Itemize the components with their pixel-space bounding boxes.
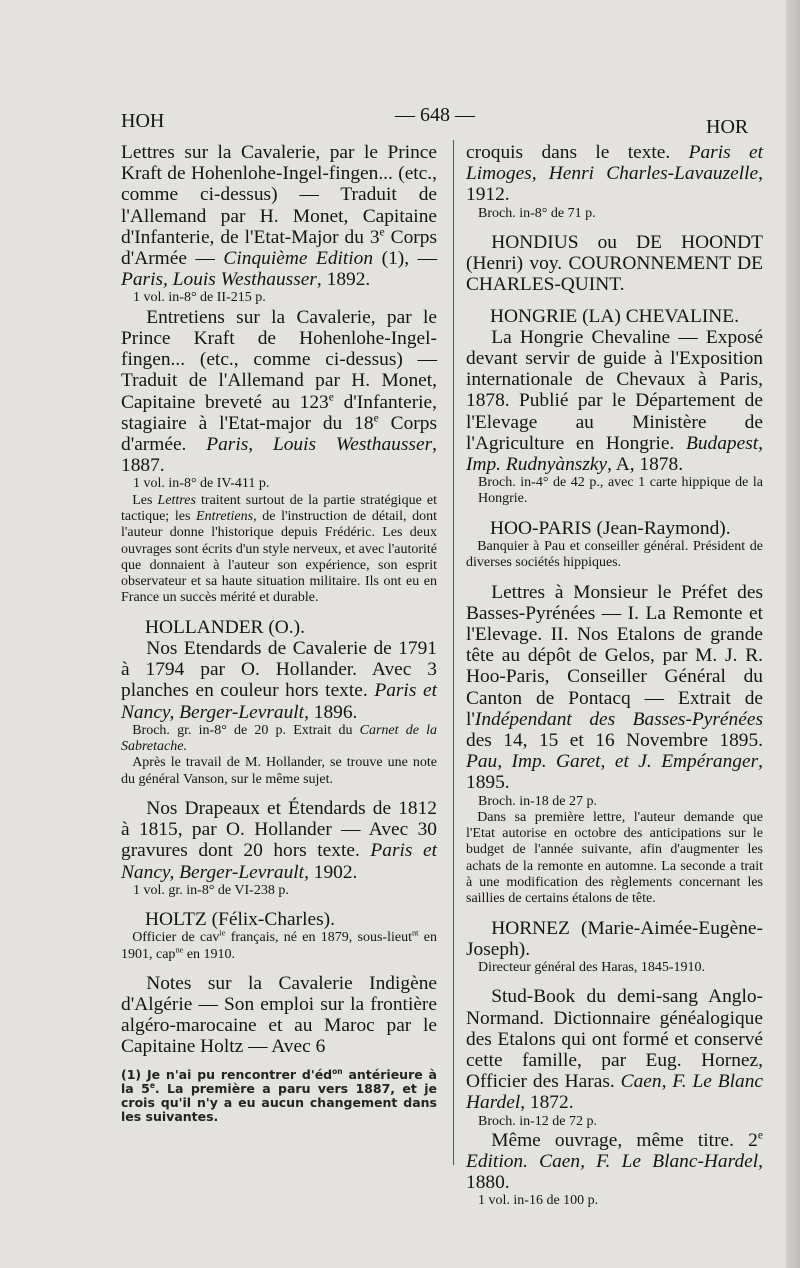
entry-paragraph: Même ouvrage, même titre. 2e Edition. Caen, F. Le Blanc-Hardel, 1880. [466,1128,763,1194]
entry-collation: Broch. in-8° de 71 p. [478,205,596,221]
entry-heading: HONGRIE (LA) CHEVALINE. [490,305,739,327]
column-divider [453,140,454,1165]
entry-paragraph: Lettres à Monsieur le Préfet des Basses-Pyrénées — I. La Remonte et l'Elevage. II. Nos Etalons de grande tête au dépôt de Gelos, par M. J. R. Hoo-Paris, Conseiller Général du Canton de Pontacq — Extrait de l'Indépendant des Basses-Pyrénées des 14, 15 et 16 Novembre 1895. Pau, Imp. Garet, et J. Empéranger, 1895. [466,581,763,794]
entry-heading: HOLTZ (Félix-Charles). [145,909,335,931]
spacer [466,222,763,232]
entry-paragraph: La Hongrie Chevaline — Exposé devant servir de guide à l'Exposition internationale de Chevaux à Paris, 1878. Publié par le Département de l'Elevage au Ministère de l'Agriculture en Hongrie. Budapest, Imp. Rudnyànszky, A, 1878. [466,326,763,475]
page-number: — 648 — [395,104,475,126]
entry-collation: 1 vol. in-8° de IV-411 p. [133,476,270,492]
entry-collation: Broch. in-18 de 27 p. [478,793,597,809]
spacer [121,963,437,973]
entry-collation: 1 vol. gr. in-8° de VI-238 p. [133,882,289,898]
spacer [466,572,763,582]
entry-paragraph: Notes sur la Cavalerie Indigène d'Algérie — Son emploi sur la frontière algéro-marocaine et au Maroc par le Capitaine Holtz — Avec 6 [121,972,437,1058]
entry-note: Officier de cav$^{ie}$ français, né en 1879, sous-lieut$^{nt}$ en 1901, cap$^{ne}$ en 1910. [121,928,437,962]
entry-heading: HOO-PARIS (Jean-Raymond). [490,517,731,539]
spacer [466,976,763,986]
spacer [121,788,437,798]
running-head-left: HOH [121,110,165,132]
right-column [466,142,763,1210]
entry-collation: 1 vol. in-8° de II-215 p. [133,290,266,306]
spacer [466,908,763,918]
entry-collation: Broch. in-12 de 72 p. [478,1113,597,1129]
spacer [121,607,437,617]
entry-heading: HOLLANDER (O.). [145,616,305,638]
entry-paragraph: Entretiens sur la Cavalerie, par le Prince Kraft de Hohenlohe-Ingel-fingen... (etc., comme ci-dessus) — Traduit de l'Allemand par H. Monet, Capitaine breveté au 123e d'Infanterie, stagiaire à l'Etat-major du 18e Corps d'armée. Paris, Louis Westhausser, 1887. [121,306,437,477]
entry-note: Banquier à Pau et conseiller général. Président de diverses sociétés hippiques. [466,538,763,571]
footnote: (1) Je n'ai pu rencontrer $d'éd^{on}$ antérieure à la 5e. La première a paru vers 1887, et je crois qu'il n'y a eu aucun changement dans les suivantes. [121,1066,437,1124]
entry-paragraph: croquis dans le texte. Paris et Limoges, Henri Charles-Lavauzelle, 1912. [466,142,763,206]
entry-collation: Broch. in-4° de 42 p., avec 1 carte hippique de la Hongrie. [478,475,763,507]
entry-note: Dans sa première lettre, l'auteur demande que l'Etat autorise en octobre des anticipations sur le budget de l'année suivante, afin d'augmenter les achats de la remonte en automne. La seconde a trait à une modification des règlements concernant les saillies de certains étalons de tête. [466,809,763,907]
entry-paragraph: Nos Etendards de Cavalerie de 1791 à 1794 par O. Hollander. Avec 3 planches en couleur hors texte. Paris et Nancy, Berger-Levrault, 1896. [121,637,437,723]
page-header [0,104,800,144]
page-edge-shadow [786,0,800,1268]
entry-note: Après le travail de M. Hollander, se trouve une note du général Vanson, sur le même sujet. [121,755,437,787]
entry-paragraph: Nos Drapeaux et Étendards de 1812 à 1815, par O. Hollander — Avec 30 gravures dont 20 hors texte. Paris et Nancy, Berger-Levrault, 1902. [121,797,437,883]
entry-paragraph: Stud-Book du demi-sang Anglo-Normand. Dictionnaire généalogique des Etalons qui ont formé et conservé cette famille, par Eug. Hornez, Officier des Haras. Caen, F. Le Blanc Hardel, 1872. [466,986,763,1114]
running-head-right: HOR [706,116,749,138]
entry-note: Broch. gr. in-8° de 20 p. Extrait du Carnet de la Sabretache. [121,722,437,755]
spacer [466,296,763,306]
entry-heading: HONDIUS ou DE HOONDT (Henri) voy. COURONNEMENT DE CHARLES-QUINT. [466,231,763,296]
entry-heading: HORNEZ (Marie-Aimée-Eugène-Joseph). [466,917,763,960]
entry-paragraph: Lettres sur la Cavalerie, par le Prince Kraft de Hohenlohe-Ingel-fingen... (etc., comme ci-dessus) — Traduit de l'Allemand par H. Monet, Capitaine d'Infanterie, de l'Etat-Major du 3e Corps d'Armée — Cinquième Edition (1), — Paris, Louis Westhausser, 1892. [121,142,438,291]
left-column [121,142,437,1124]
spacer [466,508,763,518]
entry-note: Les Lettres traitent surtout de la partie stratégique et tactique; les Entretiens, de l'instruction de détail, dont l'auteur donne l'historique depuis Frédéric. Les deux ouvrages sont écrits d'un style nerveux, et avec l'autorité que donnaient à l'auteur son expérience, son esprit observateur et sa haute situation militaire. Ils ont eu en France un succès mérité et durable. [121,492,438,606]
entry-collation: Directeur général des Haras, 1845-1910. [478,960,706,976]
spacer [121,899,437,909]
entry-collation: 1 vol. in-16 de 100 p. [478,1193,599,1209]
